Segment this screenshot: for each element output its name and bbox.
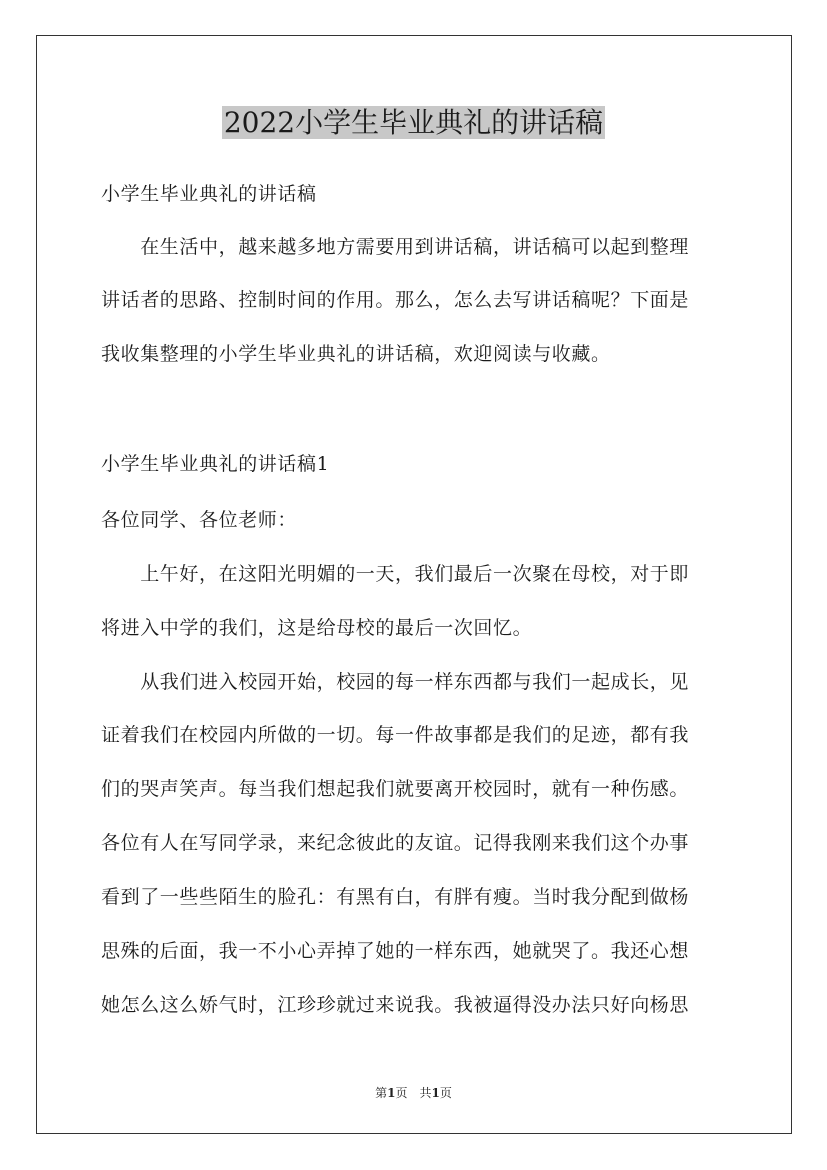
intro-line-2: 讲话者的思路、控制时间的作用。那么，怎么去写讲话稿呢？下面是 [101, 289, 690, 311]
body-line-7: 看到了一些些陌生的脸孔：有黑有白，有胖有瘦。当时我分配到做杨 [101, 886, 690, 908]
page-footer [0, 1084, 827, 1102]
body-line-1: 上午好，在这阳光明媚的一天，我们最后一次聚在母校，对于即 [101, 563, 690, 585]
intro-line-3: 我收集整理的小学生毕业典礼的讲话稿，欢迎阅读与收藏。 [101, 343, 611, 365]
body-line-9: 她怎么这么娇气时，江珍珍就过来说我。我被逼得没办法只好向杨思 [101, 994, 690, 1016]
footer-page-current: 1 [387, 1086, 396, 1100]
document-subtitle: 小学生毕业典礼的讲话稿 [101, 183, 317, 205]
salutation: 各位同学、各位老师： [101, 509, 298, 531]
footer-suffix: 页 [439, 1086, 452, 1100]
footer-mid: 页 共 [395, 1086, 432, 1100]
footer-prefix: 第 [375, 1086, 388, 1100]
body-line-3: 从我们进入校园开始，校园的每一样东西都与我们一起成长，见 [101, 671, 690, 693]
body-line-4: 证着我们在校园内所做的一切。每一件故事都是我们的足迹，都有我 [101, 724, 690, 746]
body-line-6: 各位有人在写同学录，来纪念彼此的友谊。记得我刚来我们这个办事 [101, 832, 690, 854]
footer-page-total: 1 [431, 1086, 440, 1100]
document-title [0, 104, 827, 142]
body-line-8: 思殊的后面，我一不小心弄掉了她的一样东西，她就哭了。我还心想 [101, 940, 690, 962]
body-line-2: 将进入中学的我们，这是给母校的最后一次回忆。 [101, 617, 533, 639]
body-line-5: 们的哭声笑声。每当我们想起我们就要离开校园时，就有一种伤感。 [101, 778, 690, 800]
intro-line-1: 在生活中，越来越多地方需要用到讲话稿，讲话稿可以起到整理 [101, 236, 690, 258]
section-heading: 小学生毕业典礼的讲话稿1 [101, 453, 330, 475]
document-title-text: 2022小学生毕业典礼的讲话稿 [223, 106, 604, 139]
